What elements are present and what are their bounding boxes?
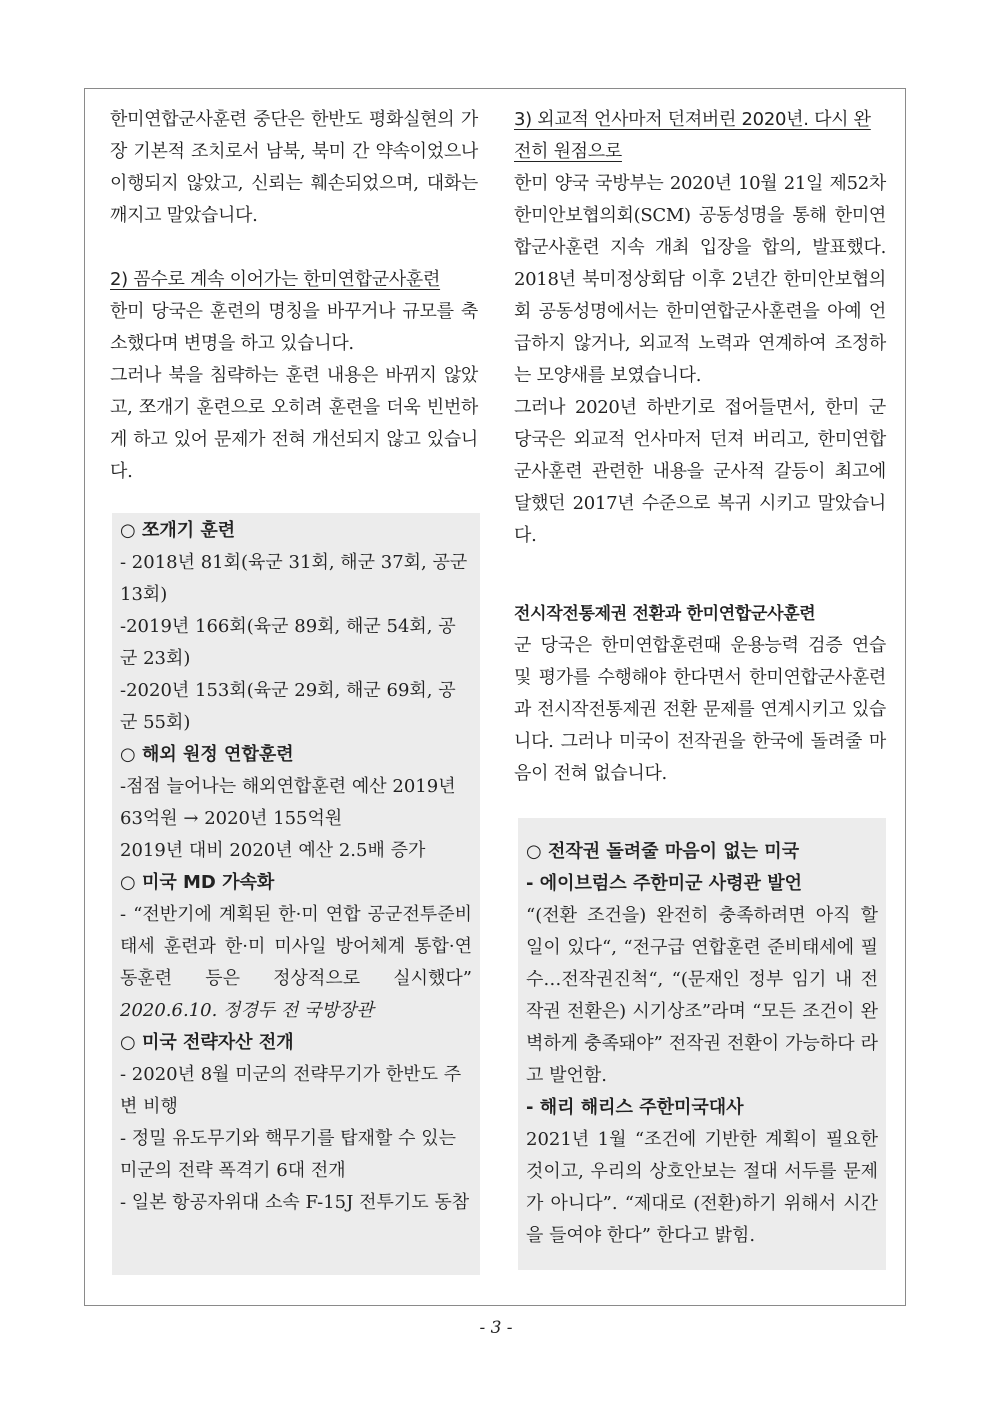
intro-paragraph: 한미연합군사훈련 중단은 한반도 평화실현의 가장 기본적 조치로서 남북, 북미 간 약속이었으나 이행되지 않았고, 신뢰는 훼손되었으며, 대화는 깨지고 말았습니다.	[110, 109, 478, 226]
box-quote	[120, 899, 472, 1027]
left-column	[110, 104, 478, 488]
box-abrams-quote: “(전환 조건을) 완전히 충족하려면 아직 할 일이 있다“, “전구급 연합훈련 준비태세에 필수…전작권진척“, “(문재인 정부 임기 내 전작권 전환은) 시기상조”라며 “모든 조건이 완벽하게 충족돼야” 전작권 전환이 가능하다 라고 발언함.	[526, 905, 878, 1086]
box-line: - 2020년 8월 미군의 전략무기가 한반도 주변 비행	[120, 1064, 462, 1117]
box-heading-abrams: - 에이브럼스 주한미군 사령관 발언	[526, 873, 802, 894]
box-quote-text: - “전반기에 계획된 한·미 연합 공군전투준비태세 훈련과 한·미 미사일 방어체계 통합·연동훈련 등은 정상적으로 실시했다”	[120, 904, 472, 989]
box-line: 2019년 대비 2020년 예산 2.5배 증가	[120, 840, 426, 861]
section3-paragraph-1: 한미 양국 국방부는 2020년 10월 21일 제52차 한미안보협의회(SCM) 공동성명을 통해 한미연합군사훈련 지속 개최 입장을 합의, 발표했다. 2018년 북미정상회담 이후 2년간 한미안보협의회 공동성명에서는 한미연합군사훈련을 아예 언급하지 않거나, 외교적 노력과 연계하여 조정하는 모양새를 보였습니다.	[514, 173, 886, 386]
left-info-box	[112, 513, 480, 1275]
box-line: -2019년 166회(육군 89회, 해군 54회, 공군 23회)	[120, 616, 456, 669]
box-harris-quote: 2021년 1월 “조건에 기반한 계획이 필요한 것이고, 우리의 상호안보는 절대 서두를 문제가 아니다”. “제대로 (전환)하기 위해서 시간을 들여야 한다” 한다고 밝힘.	[526, 1129, 878, 1246]
box-heading-split-training: ○ 쪼개기 훈련	[120, 520, 236, 541]
section2-paragraph-2: 그러나 북을 침략하는 훈련 내용은 바뀌지 않았고, 쪼개기 훈련으로 오히려 훈련을 더욱 빈번하게 하고 있어 문제가 전혀 개선되지 않고 있습니다.	[110, 365, 478, 482]
box-line: - 일본 항공자위대 소속 F-15J 전투기도 동참	[120, 1192, 470, 1213]
box-heading-opcon: ○ 전작권 돌려줄 마음이 없는 미국	[526, 841, 800, 862]
box-line: - 2018년 81회(육군 31회, 해군 37회, 공군 13회)	[120, 552, 468, 605]
box-heading-overseas: ○ 해외 원정 연합훈련	[120, 744, 294, 765]
right-column	[514, 104, 886, 790]
box-heading-md: ○ 미국 MD 가속화	[120, 872, 275, 893]
page-number: - 3 -	[479, 1318, 513, 1338]
box-heading-harris: - 해리 해리스 주한미국대사	[526, 1097, 744, 1118]
opcon-title: 전시작전통제권 전환과 한미연합군사훈련	[514, 604, 816, 624]
right-info-box	[518, 818, 886, 1270]
section2-paragraph-1: 한미 당국은 훈련의 명칭을 바꾸거나 규모를 축소했다며 변명을 하고 있습니다.	[110, 301, 478, 354]
box-line: - 정밀 유도무기와 핵무기를 탑재할 수 있는 미군의 전략 폭격기 6대 전개	[120, 1128, 457, 1181]
box-line: -2020년 153회(육군 29회, 해군 69회, 공군 55회)	[120, 680, 456, 733]
section3-paragraph-2: 그러나 2020년 하반기로 접어들면서, 한미 군 당국은 외교적 언사마저 던져 버리고, 한미연합군사훈련 관련한 내용을 군사적 갈등이 최고에 달했던 2017년 수준으로 복귀 시키고 말았습니다.	[514, 397, 886, 546]
section3-title: 3) 외교적 언사마저 던져버린 2020년. 다시 완전히 원점으로	[514, 109, 871, 162]
opcon-paragraph: 군 당국은 한미연합훈련때 운용능력 검증 연습 및 평가를 수행해야 한다면서 한미연합군사훈련과 전시작전통제권 전환 문제를 연계시키고 있습니다. 그러나 미국이 전작권을 한국에 돌려줄 마음이 전혀 없습니다.	[514, 635, 886, 784]
section2-title: 2) 꼼수로 계속 이어가는 한미연합군사훈련	[110, 269, 441, 290]
box-heading-strategic-assets: ○ 미국 전략자산 전개	[120, 1032, 294, 1053]
box-line: -점점 늘어나는 해외연합훈련 예산 2019년 63억원 → 2020년 155억원	[120, 776, 456, 829]
box-quote-citation: 2020.6.10. 정경두 전 국방장관	[120, 1000, 374, 1021]
